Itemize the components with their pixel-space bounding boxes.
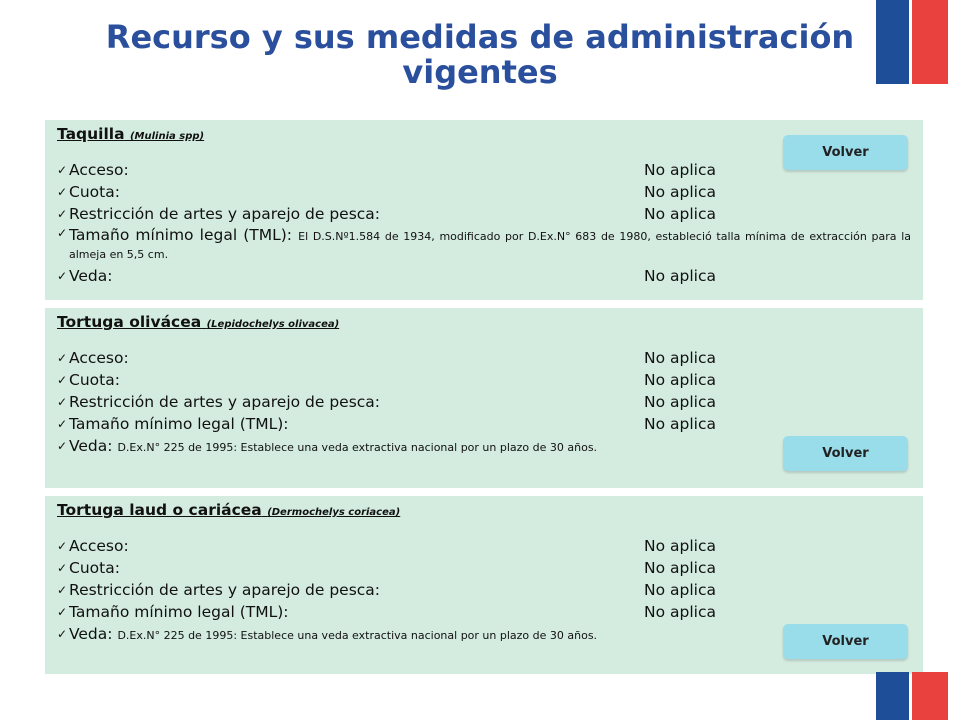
list-item	[57, 159, 911, 181]
list-item	[57, 203, 911, 225]
flag-blue-stripe	[876, 672, 909, 720]
list-item	[57, 579, 911, 601]
item-value: No aplica	[644, 393, 716, 411]
section-heading	[57, 501, 911, 519]
item-value: D.Ex.N° 225 de 1995: Establece una veda extractiva nacional por un plazo de 30 años.	[117, 441, 598, 454]
check-icon: ✓	[57, 163, 68, 177]
list-item	[57, 557, 911, 579]
list-item	[57, 391, 911, 413]
list-item	[57, 601, 911, 623]
section-taquilla	[45, 120, 923, 300]
item-value: No aplica	[644, 161, 716, 179]
species-name: Tortuga olivácea	[57, 313, 202, 331]
item-label: Tamaño mínimo legal (TML):	[69, 603, 289, 621]
item-label: Acceso:	[69, 537, 129, 555]
check-icon: ✓	[57, 439, 68, 453]
list-item	[57, 435, 911, 457]
list-item	[57, 369, 911, 391]
scientific-name: (Dermochelys coriacea)	[267, 507, 401, 518]
item-value: No aplica	[644, 537, 716, 555]
list-item	[57, 181, 911, 203]
measures-list	[57, 535, 911, 645]
chile-flag-logo-bottom	[876, 672, 948, 720]
item-label: Tamaño mínimo legal (TML):	[69, 415, 289, 433]
list-item	[57, 347, 911, 369]
volver-button[interactable]: Volver	[783, 135, 908, 170]
item-label: Veda:	[69, 267, 113, 285]
section-tortuga-olivacea	[45, 308, 923, 488]
item-label: Veda:	[69, 437, 113, 455]
chile-flag-logo-top	[876, 0, 948, 84]
check-icon: ✓	[57, 207, 68, 221]
page-title: Recurso y sus medidas de administración vigentes	[105, 18, 855, 91]
item-label: Acceso:	[69, 349, 129, 367]
item-label: Restricción de artes y aparejo de pesca:	[69, 581, 381, 599]
list-item	[57, 265, 911, 287]
check-icon: ✓	[57, 185, 68, 199]
scientific-name: (Mulinia spp)	[129, 131, 205, 142]
item-label: Veda:	[69, 625, 113, 643]
check-icon: ✓	[57, 539, 68, 553]
item-label: Cuota:	[69, 183, 120, 201]
item-value: No aplica	[644, 183, 716, 201]
volver-button[interactable]: Volver	[783, 436, 908, 471]
item-label: Acceso:	[69, 161, 129, 179]
check-icon: ✓	[57, 605, 68, 619]
check-icon: ✓	[57, 269, 68, 283]
species-name: Tortuga laud o cariácea	[57, 501, 262, 519]
item-value: D.Ex.N° 225 de 1995: Establece una veda extractiva nacional por un plazo de 30 años.	[117, 629, 598, 642]
list-item	[57, 413, 911, 435]
section-heading	[57, 313, 911, 331]
measures-list	[57, 347, 911, 457]
volver-button[interactable]: Volver	[783, 624, 908, 659]
check-icon: ✓	[57, 627, 68, 641]
flag-red-stripe	[912, 0, 948, 84]
item-label: Cuota:	[69, 371, 120, 389]
list-item	[57, 623, 911, 645]
item-label: Restricción de artes y aparejo de pesca:	[69, 393, 381, 411]
item-label: Restricción de artes y aparejo de pesca:	[69, 205, 381, 223]
list-item	[57, 225, 911, 265]
item-value: No aplica	[644, 415, 716, 433]
item-value: No aplica	[644, 267, 716, 285]
item-value: No aplica	[644, 581, 716, 599]
check-icon: ✓	[57, 373, 68, 387]
item-value: No aplica	[644, 205, 716, 223]
section-tortuga-laud	[45, 496, 923, 674]
check-icon: ✓	[57, 417, 68, 431]
species-name: Taquilla	[57, 125, 125, 143]
item-label: Cuota:	[69, 559, 120, 577]
item-value: No aplica	[644, 371, 716, 389]
check-icon: ✓	[57, 561, 68, 575]
item-label: Tamaño mínimo legal (TML):	[69, 226, 293, 244]
flag-red-stripe	[912, 672, 948, 720]
item-value: No aplica	[644, 559, 716, 577]
flag-blue-stripe	[876, 0, 909, 84]
check-icon: ✓	[57, 351, 68, 365]
item-value: No aplica	[644, 603, 716, 621]
list-item	[57, 535, 911, 557]
scientific-name: (Lepidochelys olivacea)	[206, 319, 340, 330]
check-icon: ✓	[57, 395, 68, 409]
item-value: El D.S.Nº1.584 de 1934, modificado por D.Ex.N° 683 de 1980, estableció talla mínima de extracción para la almeja en 5,5 cm.	[69, 230, 911, 261]
item-value: No aplica	[644, 349, 716, 367]
check-icon: ✓	[57, 226, 68, 240]
measures-list	[57, 159, 911, 287]
check-icon: ✓	[57, 583, 68, 597]
